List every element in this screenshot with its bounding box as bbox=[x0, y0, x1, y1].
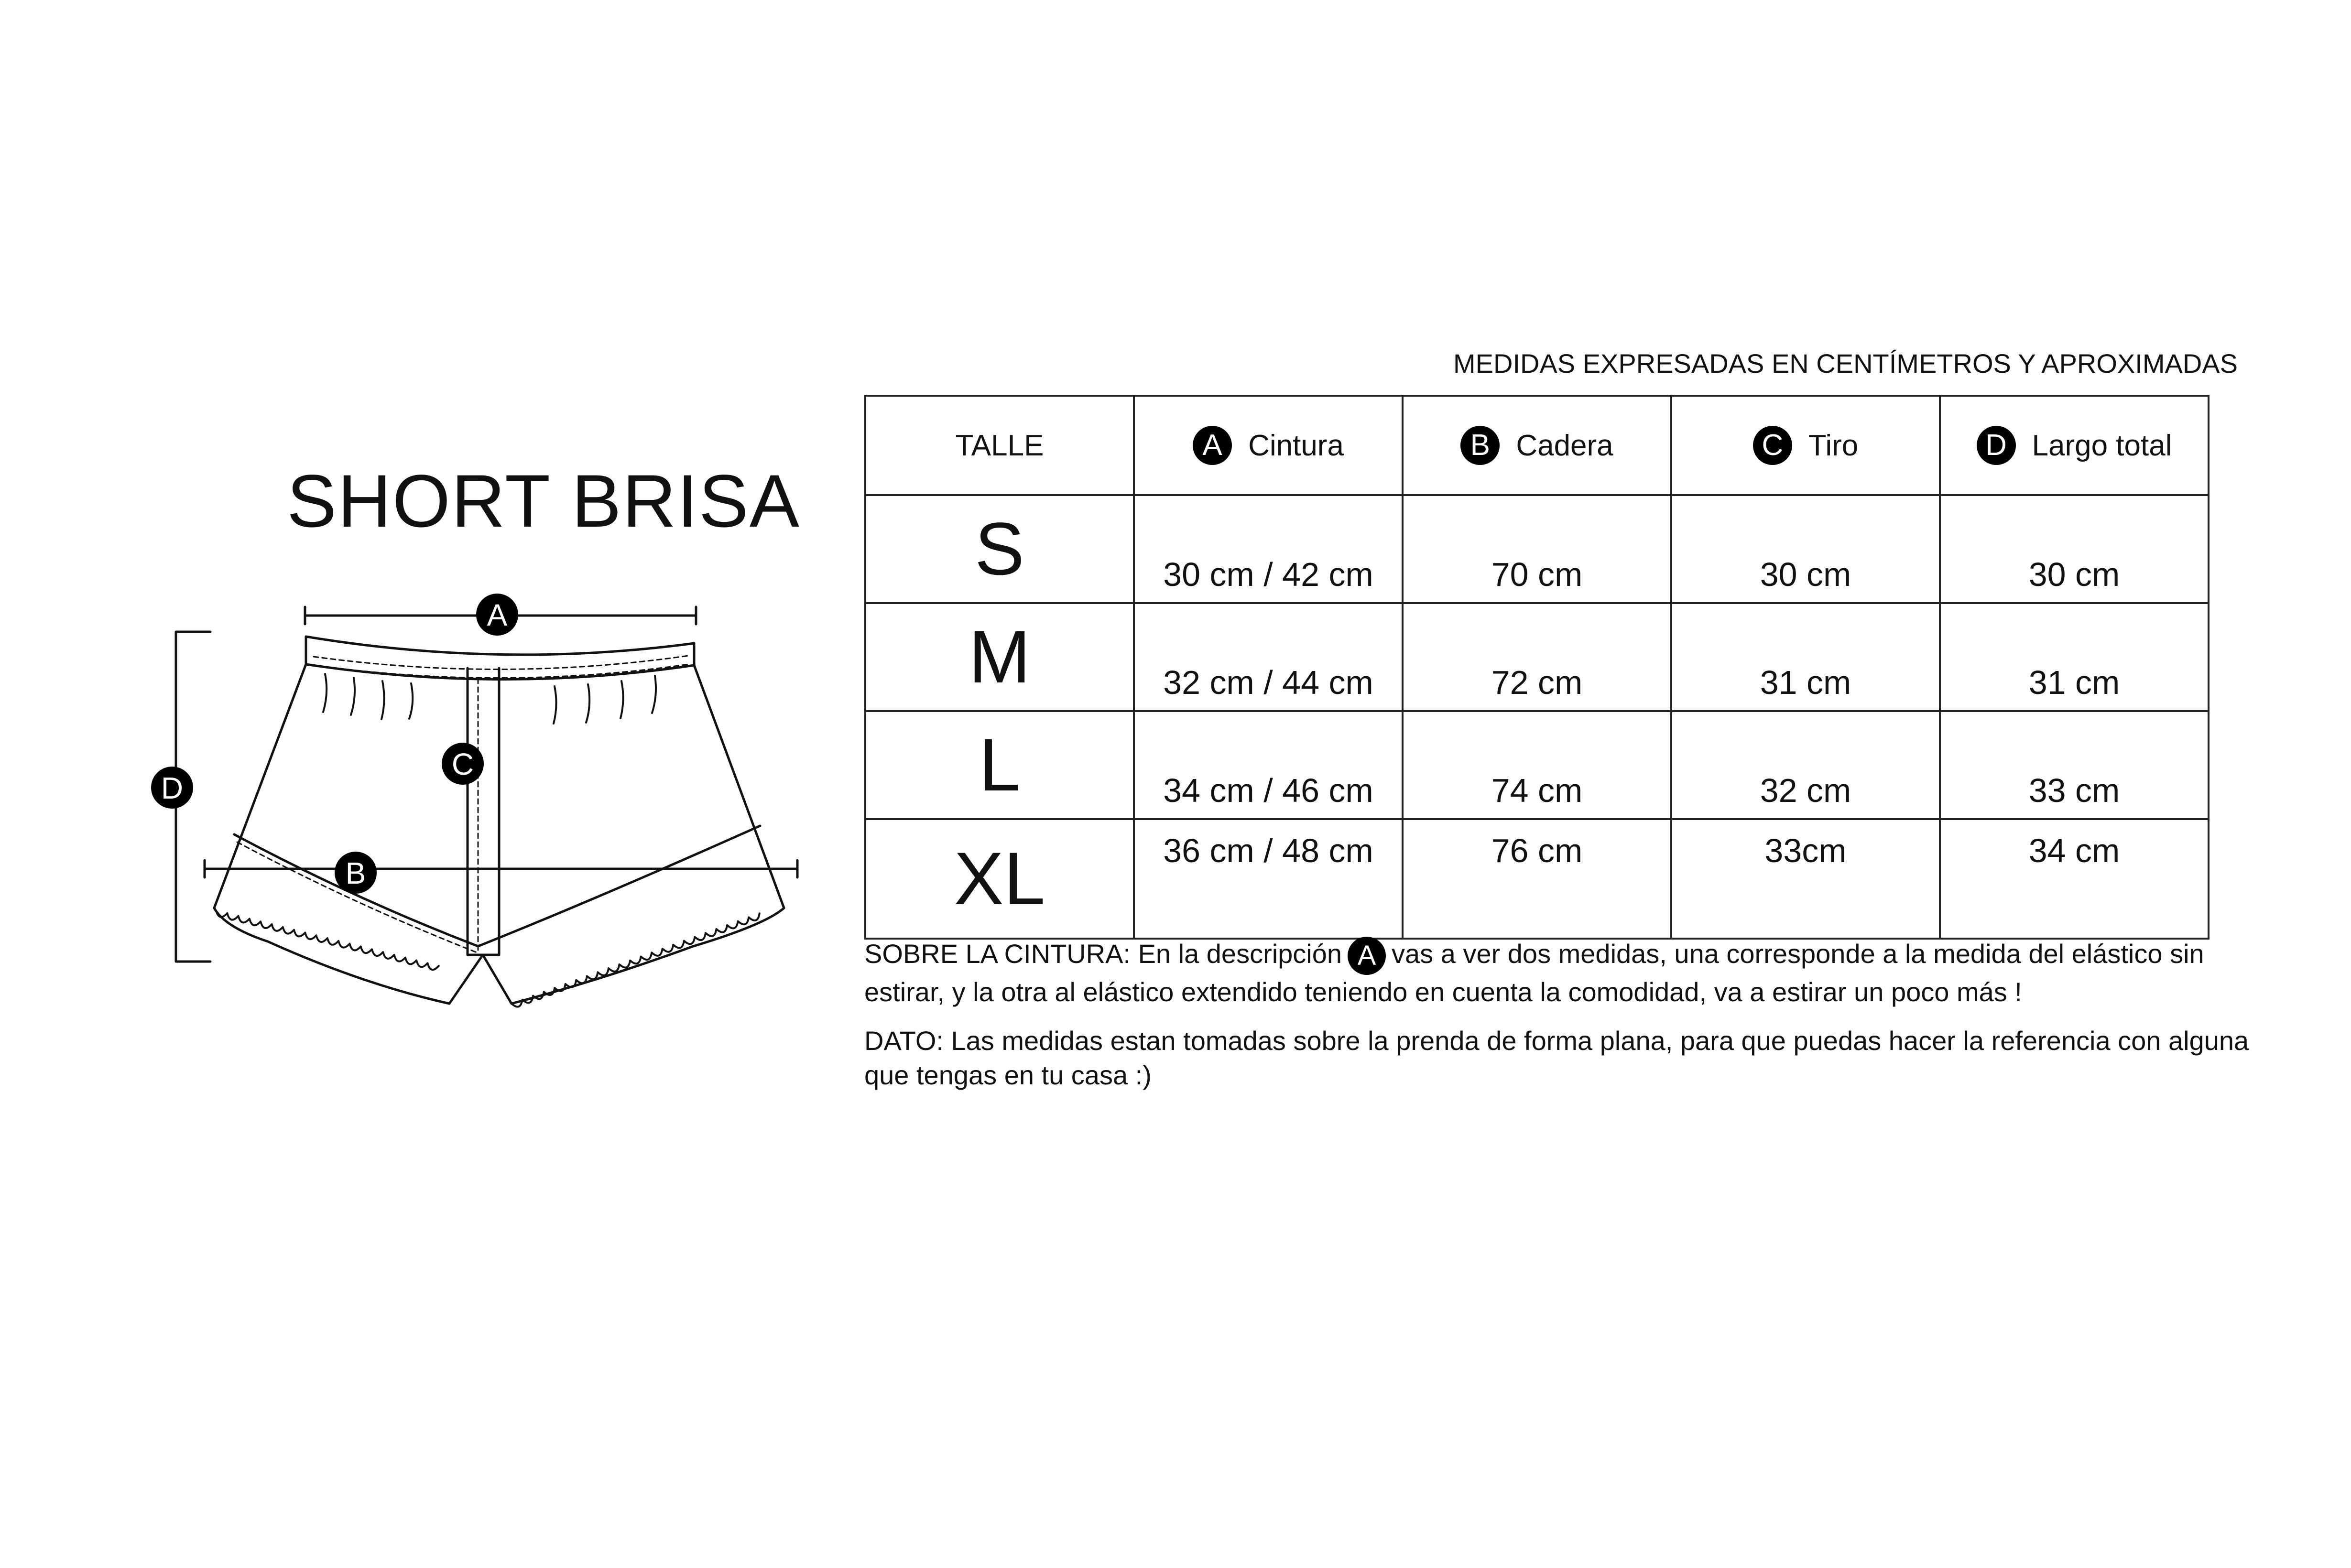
cadera-cell: 70 cm bbox=[1403, 495, 1671, 603]
tiro-cell: 33cm bbox=[1671, 819, 1940, 939]
measure-b-line bbox=[205, 860, 797, 877]
tiro-cell: 31 cm bbox=[1671, 603, 1940, 711]
a-badge-icon: A bbox=[1193, 426, 1232, 465]
largo-cell: 33 cm bbox=[1940, 711, 2209, 819]
tiro-cell: 32 cm bbox=[1671, 711, 1940, 819]
a-inline-badge-icon: A bbox=[1348, 937, 1386, 975]
cintura-cell: 36 cm / 48 cm bbox=[1134, 819, 1403, 939]
page-title: SHORT BRISA bbox=[287, 460, 800, 543]
shorts-diagram bbox=[0, 0, 822, 1027]
measure-c-strip bbox=[468, 668, 499, 955]
cadera-cell: 72 cm bbox=[1403, 603, 1671, 711]
label-b-text: B bbox=[345, 856, 366, 890]
tiro-cell: 30 cm bbox=[1671, 495, 1940, 603]
table-row bbox=[865, 495, 2209, 603]
largo-cell: 31 cm bbox=[1940, 603, 2209, 711]
label-d-text: D bbox=[161, 771, 184, 805]
size-cell: M bbox=[865, 603, 1134, 711]
header-tiro bbox=[1671, 396, 1940, 495]
header-talle: TALLE bbox=[865, 396, 1134, 495]
size-cell: XL bbox=[865, 819, 1134, 939]
size-cell: L bbox=[865, 711, 1134, 819]
header-tiro-label: Tiro bbox=[1808, 429, 1859, 462]
table-header-row bbox=[865, 396, 2209, 495]
table-row bbox=[865, 603, 2209, 711]
label-a-text: A bbox=[487, 598, 508, 632]
b-badge-icon: B bbox=[1460, 426, 1500, 465]
size-cell: S bbox=[865, 495, 1134, 603]
header-cintura bbox=[1134, 396, 1403, 495]
cintura-cell: 30 cm / 42 cm bbox=[1134, 495, 1403, 603]
size-table bbox=[864, 395, 2210, 940]
waist-note bbox=[864, 937, 2251, 1009]
cadera-cell: 76 cm bbox=[1403, 819, 1671, 939]
header-largo-label: Largo total bbox=[2032, 429, 2172, 462]
header-cintura-label: Cintura bbox=[1248, 429, 1344, 462]
waist-note-suffix: vas a ver dos medidas, una corresponde a la medida del elástico sin estirar, y la otra al elástico extendido teniendo en cuenta la comodidad, va a estirar un poco más ! bbox=[864, 939, 2204, 1007]
largo-cell: 30 cm bbox=[1940, 495, 2209, 603]
label-c-text: C bbox=[451, 747, 474, 781]
cadera-cell: 74 cm bbox=[1403, 711, 1671, 819]
table-row bbox=[865, 711, 2209, 819]
d-badge-icon: D bbox=[1977, 426, 2016, 465]
header-largo bbox=[1940, 396, 2209, 495]
cintura-cell: 34 cm / 46 cm bbox=[1134, 711, 1403, 819]
measurement-note: MEDIDAS EXPRESADAS EN CENTÍMETROS Y APROXIMADAS bbox=[1453, 348, 2238, 378]
table-row bbox=[865, 819, 2209, 939]
header-cadera-label: Cadera bbox=[1516, 429, 1613, 462]
cintura-cell: 32 cm / 44 cm bbox=[1134, 603, 1403, 711]
c-badge-icon: C bbox=[1753, 426, 1792, 465]
header-cadera bbox=[1403, 396, 1671, 495]
largo-cell: 34 cm bbox=[1940, 819, 2209, 939]
dato-note: DATO: Las medidas estan tomadas sobre la prenda de forma plana, para que puedas hacer la referencia con alguna que tengas en tu casa :) bbox=[864, 1026, 2249, 1090]
waist-note-prefix: SOBRE LA CINTURA: En la descripción bbox=[864, 939, 1342, 969]
